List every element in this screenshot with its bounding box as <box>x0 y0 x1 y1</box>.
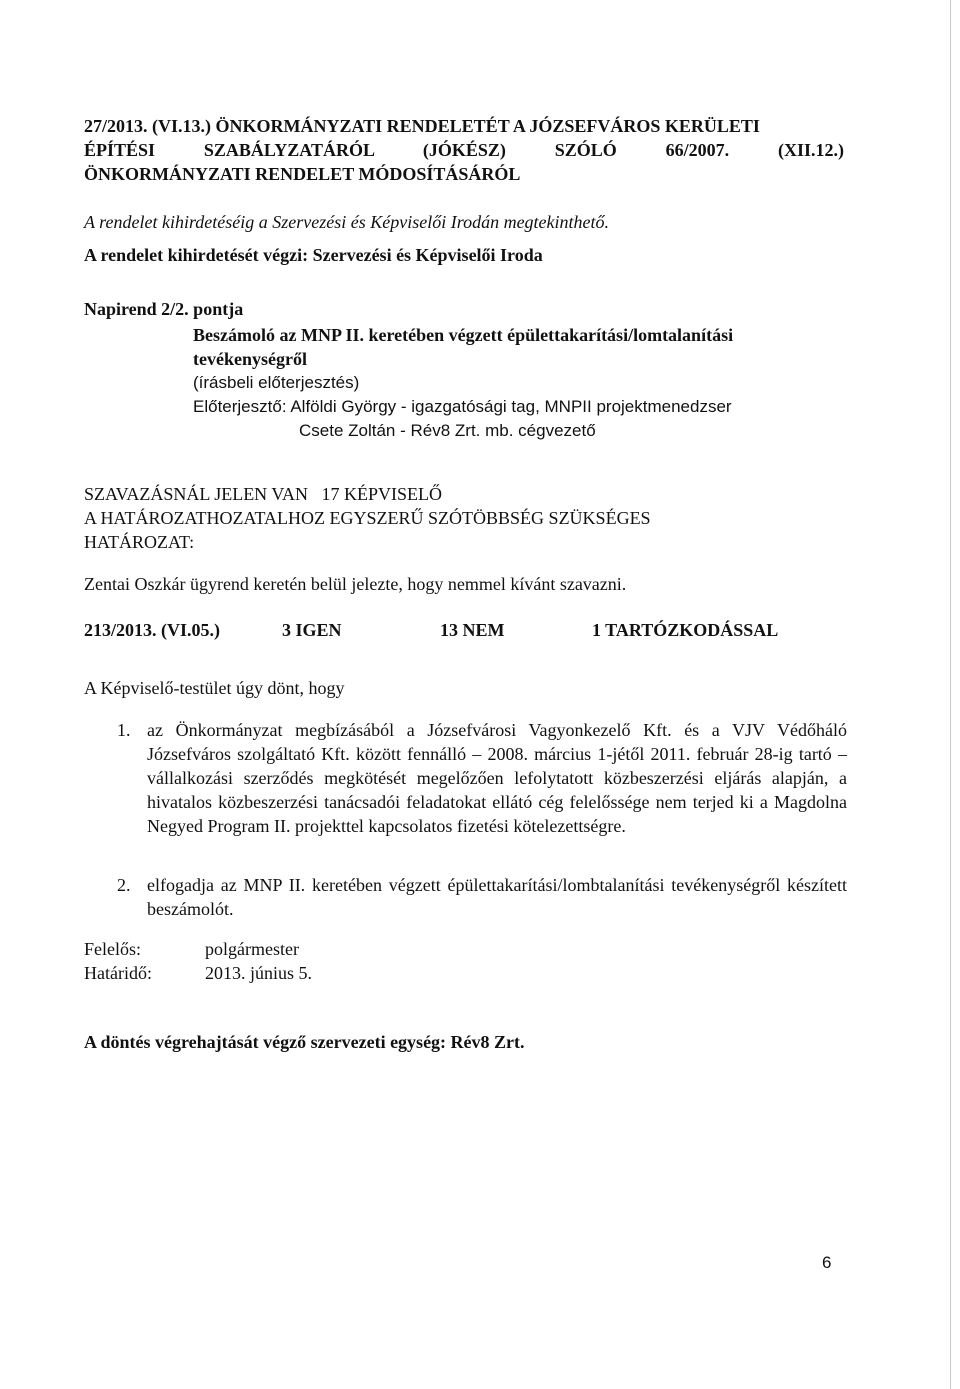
title-line-1: 27/2013. (VI.13.) ÖNKORMÁNYZATI RENDELETÉT A JÓZSEFVÁROS KERÜLETI <box>84 116 760 136</box>
notice-bold: A rendelet kihirdetését végzi: Szervezési és Képviselői Iroda <box>84 245 543 265</box>
vote-no: 13 NEM <box>440 620 505 640</box>
list-item-text: az Önkormányzat megbízásából a Józsefvárosi Vagyonkezelő Kft. és a VJV Védőháló Józsefváros szolgáltató Kft. között fennálló – 2008. március 1-jétől 2011. február 28-ig tartó – vállalkozási szerződés megkötését megelőzően lefolytatott közbeszerzési eljárás alapján, a hivatalos közbeszerzési tanácsadói feladatokat ellátó cég felelőssége nem terjed ki a Magdolna Negyed Program II. projekttel kapcsolatos fizetési kötelezettségre. <box>147 720 847 836</box>
voting-majority: A HATÁROZATHOZATALHOZ EGYSZERŰ SZÓTÖBBSÉG SZÜKSÉGES <box>84 508 651 528</box>
title-line-2: ÉPÍTÉSI SZABÁLYZATÁRÓL (JÓKÉSZ) SZÓLÓ 66/2007. (XII.12.) <box>84 140 844 160</box>
voting-present: SZAVAZÁSNÁL JELEN VAN 17 KÉPVISELŐ <box>84 484 443 504</box>
agenda-presenter-line-1: Előterjesztő: Alföldi György - igazgatósági tag, MNPII projektmenedzser <box>193 397 732 416</box>
vote-yes: 3 IGEN <box>282 620 342 640</box>
voting-label: HATÁROZAT: <box>84 532 195 552</box>
list-item <box>117 873 847 921</box>
voting-block <box>84 482 844 554</box>
notice-italic: A rendelet kihirdetéséig a Szervezési és Képviselői Irodán megtekinthető. <box>84 212 610 232</box>
list-item-number: 2. <box>117 875 131 895</box>
title-line-3: ÖNKORMÁNYZATI RENDELET MÓDOSÍTÁSÁRÓL <box>84 164 521 184</box>
agenda-presenter-line-2: Csete Zoltán - Rév8 Zrt. mb. cégvezető <box>299 421 596 440</box>
agenda-details <box>193 347 833 443</box>
vote-abstain: 1 TARTÓZKODÁSSAL <box>592 620 779 640</box>
executor: A döntés végrehajtását végző szervezeti egység: Rév8 Zrt. <box>84 1032 525 1052</box>
resolution-number: 213/2013. (VI.05.) <box>84 620 220 640</box>
agenda-subject-line-1: Beszámoló az MNP II. keretében végzett épülettakarítási/lomtalanítási <box>193 325 734 345</box>
responsible-value: polgármester <box>205 939 299 959</box>
ordinance-title <box>84 114 844 186</box>
deadline-value: 2013. június 5. <box>205 963 313 983</box>
agenda-heading: Napirend 2/2. pontja <box>84 299 244 319</box>
deadline-label: Határidő: <box>84 963 152 983</box>
scan-edge-line <box>950 0 951 1389</box>
list-item <box>117 718 847 838</box>
responsible-label: Felelős: <box>84 939 141 959</box>
list-item-text: elfogadja az MNP II. keretében végzett épülettakarítási/lombtalanítási tevékenységről készített beszámolót. <box>147 875 847 919</box>
decision-intro: A Képviselő-testület úgy dönt, hogy <box>84 678 345 698</box>
list-item-number: 1. <box>117 720 131 740</box>
agenda-type: (írásbeli előterjesztés) <box>193 373 360 392</box>
agenda-block <box>193 323 833 347</box>
page-number: 6 <box>822 1253 832 1272</box>
statement: Zentai Oszkár ügyrend keretén belül jelezte, hogy nemmel kívánt szavazni. <box>84 574 627 594</box>
agenda-subject-line-2: tevékenységről <box>193 349 307 369</box>
